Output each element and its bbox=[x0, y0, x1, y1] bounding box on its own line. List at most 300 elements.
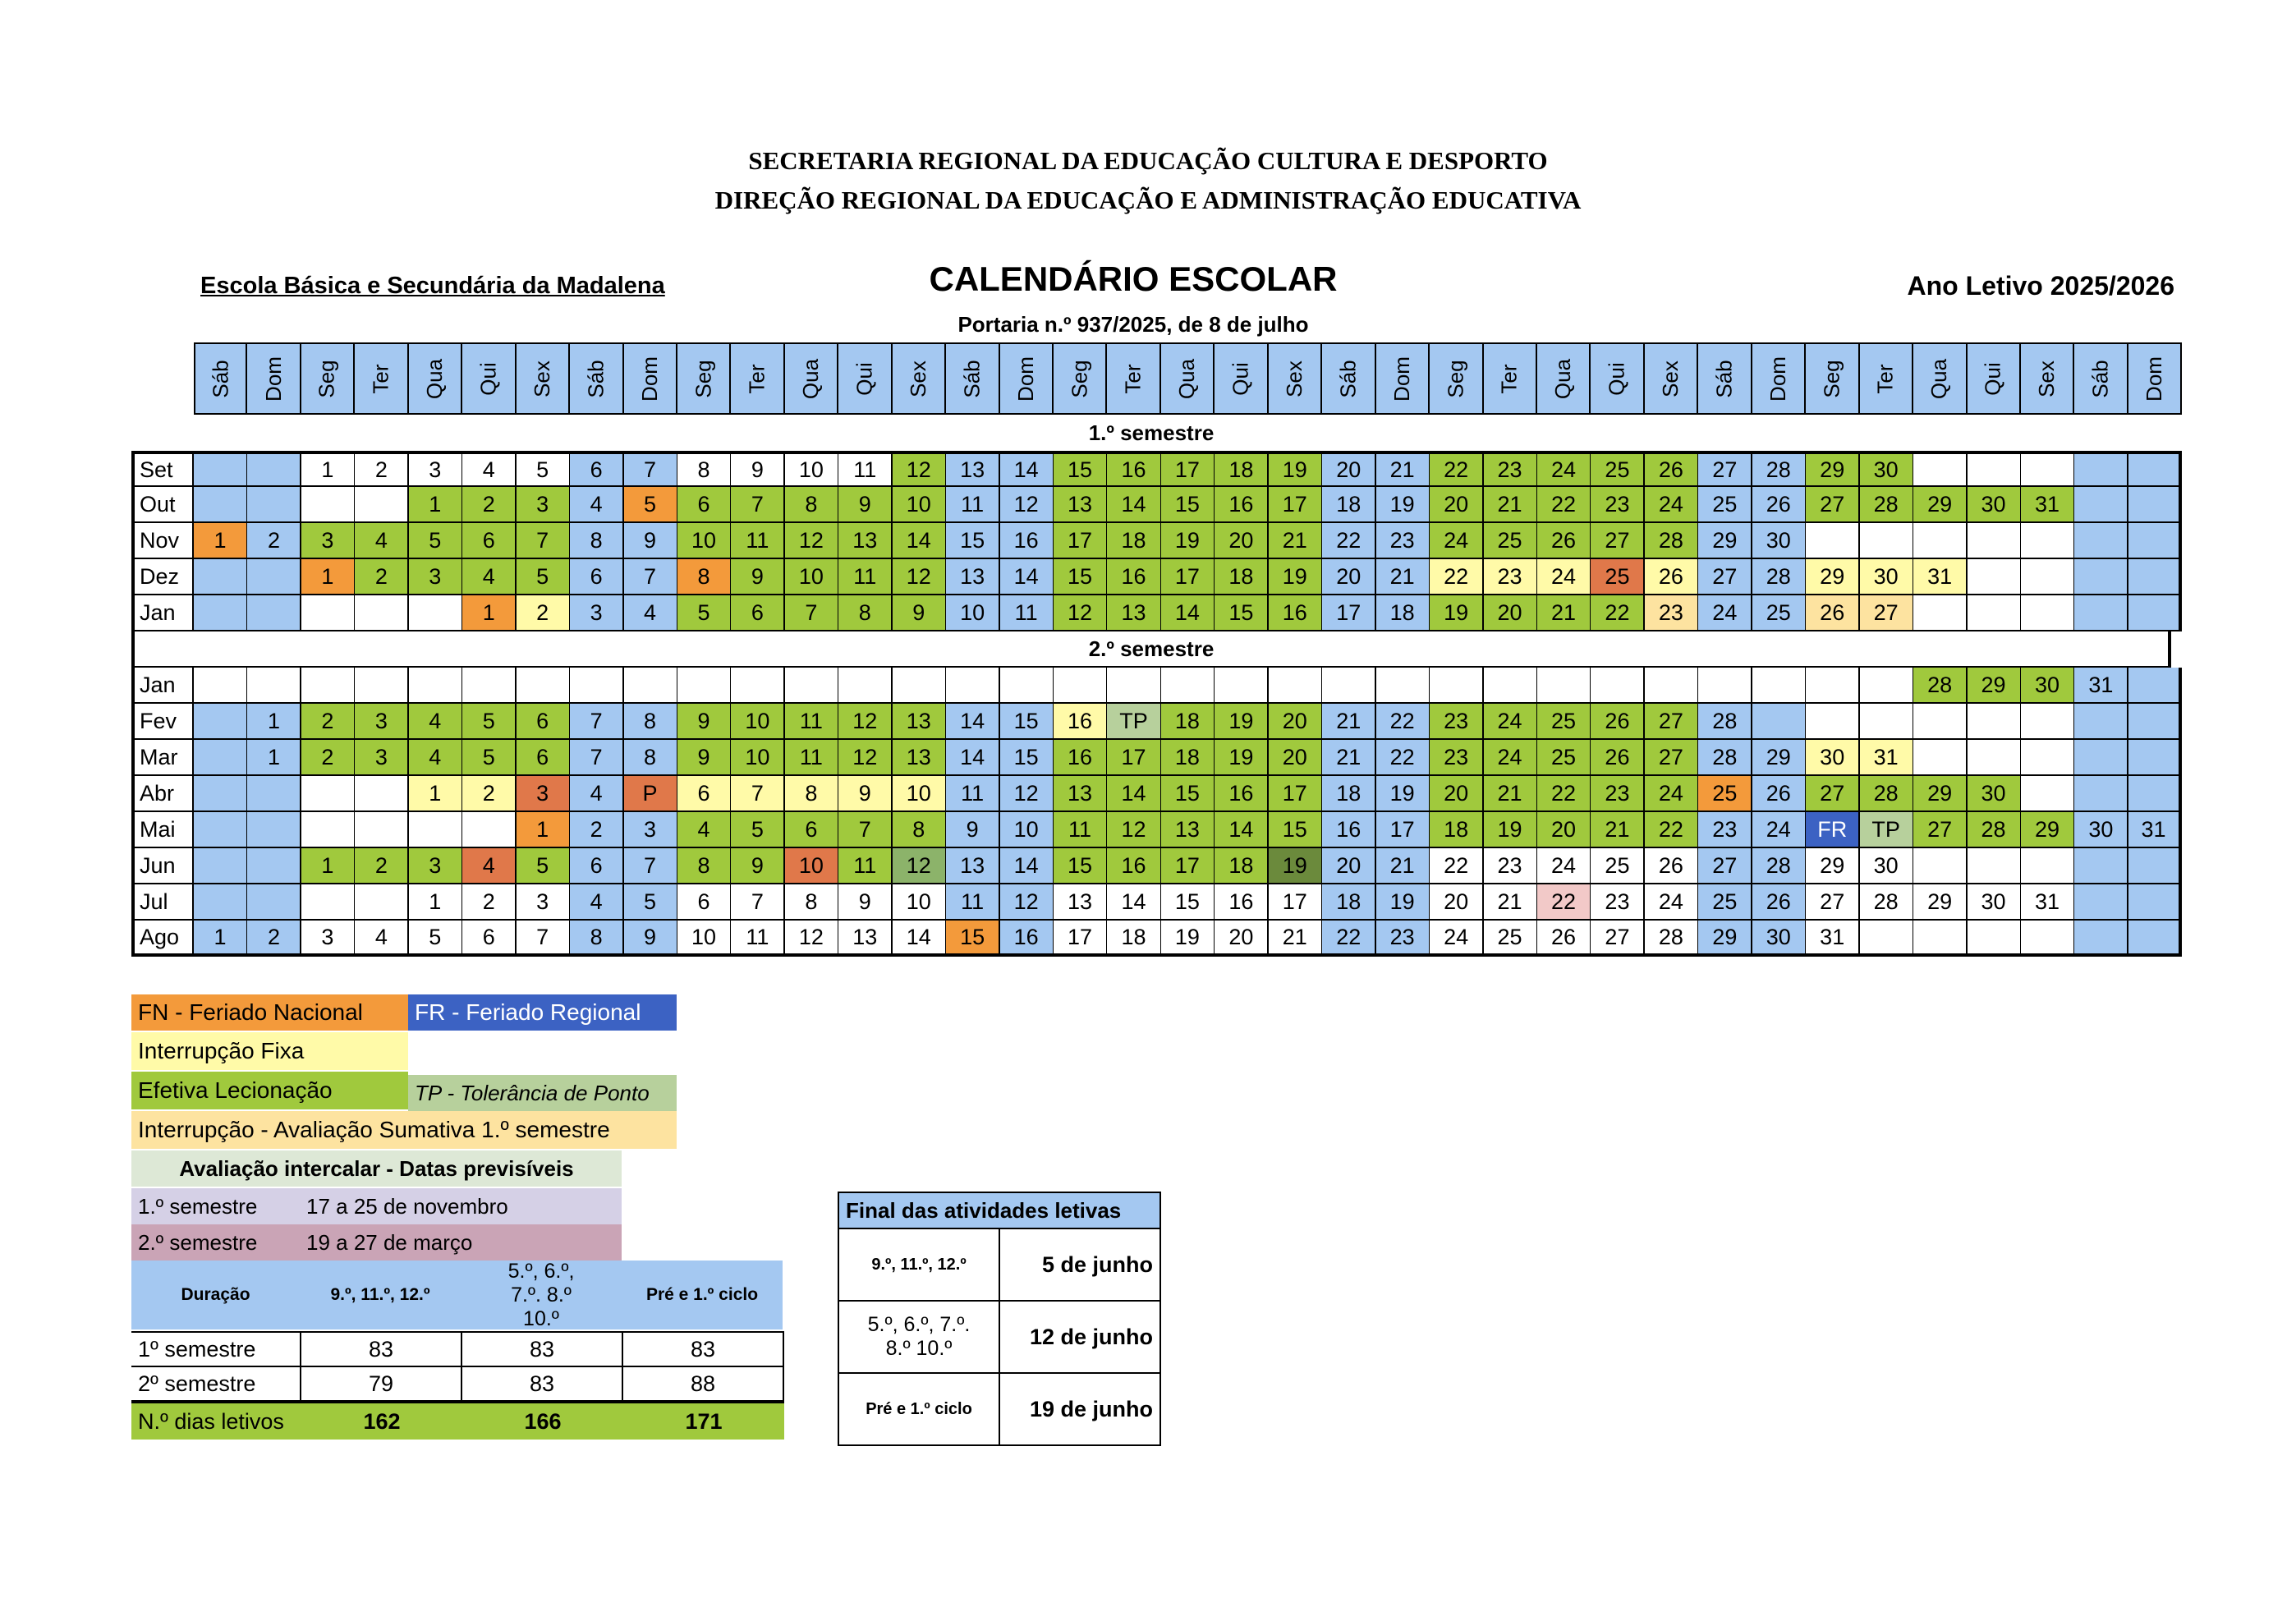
day-cell bbox=[247, 595, 301, 631]
day-cell bbox=[2074, 921, 2128, 957]
weekday-label: Sex bbox=[2034, 360, 2060, 397]
semester-header-row bbox=[131, 415, 2171, 451]
weekday-label: Ter bbox=[744, 363, 769, 394]
day-cell bbox=[2074, 523, 2128, 559]
day-cell: 30 bbox=[1752, 523, 1807, 559]
day-cell: 28 bbox=[1645, 523, 1699, 559]
day-cell: 29 bbox=[1806, 559, 1860, 595]
weekday-header bbox=[1591, 342, 1644, 415]
day-cell: 7 bbox=[624, 559, 678, 595]
day-cell: 20 bbox=[1430, 884, 1484, 921]
day-cell: 14 bbox=[1107, 884, 1161, 921]
day-cell bbox=[1860, 668, 1914, 704]
day-cell bbox=[1161, 668, 1215, 704]
day-cell: 4 bbox=[570, 884, 624, 921]
day-cell: 12 bbox=[838, 704, 893, 740]
day-cell: 18 bbox=[1107, 921, 1161, 957]
day-cell: 19 bbox=[1376, 776, 1430, 812]
day-cell: 19 bbox=[1430, 595, 1484, 631]
day-cell bbox=[301, 884, 356, 921]
day-cell: 17 bbox=[1054, 921, 1108, 957]
legend-interrupcao-fixa: Interrupção Fixa bbox=[131, 1032, 408, 1070]
day-cell: 17 bbox=[1107, 740, 1161, 776]
day-cell: 21 bbox=[1537, 595, 1591, 631]
day-cell: 24 bbox=[1698, 595, 1752, 631]
day-cell bbox=[247, 487, 301, 523]
day-cell bbox=[2128, 848, 2182, 884]
day-cell: 22 bbox=[1537, 487, 1591, 523]
day-cell: 27 bbox=[1806, 487, 1860, 523]
weekday-header bbox=[1968, 342, 2021, 415]
day-cell bbox=[355, 487, 409, 523]
intercalar-s1-dates: 17 a 25 de novembro bbox=[306, 1193, 508, 1219]
day-cell bbox=[2074, 595, 2128, 631]
day-cell: 25 bbox=[1591, 848, 1645, 884]
day-cell: 4 bbox=[570, 487, 624, 523]
day-cell: 6 bbox=[570, 848, 624, 884]
day-cell: 7 bbox=[570, 740, 624, 776]
day-cell: 17 bbox=[1161, 451, 1215, 487]
day-cell: 16 bbox=[1107, 451, 1161, 487]
day-cell bbox=[1968, 921, 2022, 957]
day-cell bbox=[409, 812, 463, 848]
month-row bbox=[131, 848, 2171, 884]
day-cell: 5 bbox=[409, 523, 463, 559]
weekday-label: Sáb bbox=[1335, 359, 1361, 398]
day-cell: 2 bbox=[301, 740, 356, 776]
day-cell: 5 bbox=[462, 704, 517, 740]
day-cell bbox=[2074, 776, 2128, 812]
day-cell bbox=[1968, 523, 2022, 559]
weekday-label: Dom bbox=[1389, 356, 1414, 402]
day-cell: 7 bbox=[785, 595, 839, 631]
day-cell: 15 bbox=[1269, 812, 1323, 848]
day-cell bbox=[2021, 595, 2075, 631]
legend-intercalar-title: Avaliação intercalar - Datas previsíveis bbox=[131, 1150, 622, 1187]
day-cell bbox=[1913, 704, 1968, 740]
day-cell: 12 bbox=[1000, 487, 1054, 523]
weekday-label: Qui bbox=[1228, 361, 1253, 396]
weekday-label: Qua bbox=[1550, 358, 1576, 399]
day-cell: 12 bbox=[893, 451, 947, 487]
day-cell: 19 bbox=[1161, 921, 1215, 957]
day-cell: 30 bbox=[1968, 776, 2022, 812]
day-cell: 13 bbox=[1107, 595, 1161, 631]
day-cell bbox=[1860, 523, 1914, 559]
day-cell: 18 bbox=[1161, 740, 1215, 776]
day-cell: 7 bbox=[731, 487, 785, 523]
day-cell: 4 bbox=[462, 559, 517, 595]
day-cell: 20 bbox=[1430, 487, 1484, 523]
day-cell: 1 bbox=[301, 451, 356, 487]
day-cell: 3 bbox=[301, 523, 356, 559]
day-cell bbox=[2074, 884, 2128, 921]
day-cell bbox=[301, 668, 356, 704]
day-cell: 21 bbox=[1484, 776, 1538, 812]
day-cell: 30 bbox=[1860, 559, 1914, 595]
duracao-total-c1: 162 bbox=[301, 1403, 462, 1440]
day-cell bbox=[1054, 668, 1108, 704]
day-cell: 10 bbox=[785, 451, 839, 487]
day-cell: TP bbox=[1107, 704, 1161, 740]
day-cell: 1 bbox=[409, 776, 463, 812]
day-cell: 26 bbox=[1537, 921, 1591, 957]
day-cell: 16 bbox=[1215, 884, 1269, 921]
weekday-label: Sex bbox=[905, 360, 930, 397]
day-cell: 23 bbox=[1645, 595, 1699, 631]
school-year: Ano Letivo 2025/2026 bbox=[1907, 271, 2174, 301]
day-cell bbox=[355, 812, 409, 848]
day-cell: 30 bbox=[1968, 487, 2022, 523]
day-cell: 23 bbox=[1376, 523, 1430, 559]
day-cell: 11 bbox=[838, 559, 893, 595]
day-cell: 3 bbox=[355, 740, 409, 776]
day-cell bbox=[1913, 921, 1968, 957]
day-cell bbox=[1269, 668, 1323, 704]
final-row2-level: 5.º, 6.º, 7.º. 8.º 10.º bbox=[838, 1302, 1000, 1374]
day-cell: 3 bbox=[409, 451, 463, 487]
legend-feriado-nacional: FN - Feriado Nacional bbox=[131, 994, 408, 1031]
day-cell: 26 bbox=[1752, 487, 1807, 523]
day-cell: 25 bbox=[1591, 451, 1645, 487]
header-line-2: DIREÇÃO REGIONAL DA EDUCAÇÃO E ADMINISTRAÇÃO EDUCATIVA bbox=[714, 186, 1582, 214]
day-cell bbox=[194, 740, 248, 776]
day-cell: 17 bbox=[1161, 848, 1215, 884]
day-cell: 2 bbox=[355, 451, 409, 487]
day-cell bbox=[194, 884, 248, 921]
day-cell: 8 bbox=[677, 559, 732, 595]
weekday-header bbox=[1698, 342, 1752, 415]
day-cell: 25 bbox=[1484, 523, 1538, 559]
day-cell: 24 bbox=[1752, 812, 1807, 848]
legend-efetiva-lecionacao: Efetiva Lecionação bbox=[131, 1072, 408, 1109]
day-cell: 10 bbox=[1000, 812, 1054, 848]
day-cell: 4 bbox=[677, 812, 732, 848]
legend-feriado-regional: FR - Feriado Regional bbox=[408, 994, 677, 1031]
day-cell: 24 bbox=[1645, 884, 1699, 921]
weekday-label: Dom bbox=[260, 356, 286, 402]
month-row bbox=[131, 668, 2171, 704]
day-cell: 22 bbox=[1322, 523, 1376, 559]
weekday-label: Dom bbox=[2142, 356, 2167, 402]
duracao-total-c2: 166 bbox=[462, 1403, 623, 1440]
day-cell: 8 bbox=[677, 848, 732, 884]
day-cell: 11 bbox=[731, 921, 785, 957]
day-cell: 27 bbox=[1913, 812, 1968, 848]
day-cell: 9 bbox=[838, 884, 893, 921]
day-cell: 19 bbox=[1269, 451, 1323, 487]
day-cell: 24 bbox=[1430, 523, 1484, 559]
day-cell: 19 bbox=[1269, 848, 1323, 884]
day-cell bbox=[247, 451, 301, 487]
day-cell: 28 bbox=[1752, 559, 1807, 595]
day-cell: 1 bbox=[247, 740, 301, 776]
day-cell: 15 bbox=[1161, 884, 1215, 921]
day-cell: 18 bbox=[1107, 523, 1161, 559]
day-cell: 26 bbox=[1645, 848, 1699, 884]
day-cell: 17 bbox=[1054, 523, 1108, 559]
day-cell: 13 bbox=[838, 921, 893, 957]
weekday-label: Qui bbox=[1980, 361, 2005, 396]
day-cell: FR bbox=[1806, 812, 1860, 848]
day-cell: 3 bbox=[355, 704, 409, 740]
day-cell: 8 bbox=[838, 595, 893, 631]
day-cell: 24 bbox=[1537, 559, 1591, 595]
day-cell: 15 bbox=[1000, 740, 1054, 776]
day-cell: 15 bbox=[1161, 776, 1215, 812]
day-cell: 10 bbox=[677, 523, 732, 559]
day-cell: 28 bbox=[1645, 921, 1699, 957]
day-cell: 9 bbox=[946, 812, 1000, 848]
weekday-header bbox=[409, 342, 462, 415]
day-cell bbox=[2021, 559, 2075, 595]
day-cell: 11 bbox=[1054, 812, 1108, 848]
day-cell: 29 bbox=[1752, 740, 1807, 776]
day-cell: 9 bbox=[731, 848, 785, 884]
day-cell: 30 bbox=[1806, 740, 1860, 776]
weekday-label: Ter bbox=[368, 363, 393, 394]
day-cell: 16 bbox=[1322, 812, 1376, 848]
day-cell: 13 bbox=[1054, 884, 1108, 921]
day-cell: 28 bbox=[1698, 740, 1752, 776]
day-cell: 12 bbox=[1107, 812, 1161, 848]
day-cell bbox=[570, 668, 624, 704]
day-cell: 13 bbox=[838, 523, 893, 559]
legend-intercalar-s1 bbox=[131, 1188, 622, 1224]
day-cell bbox=[247, 884, 301, 921]
day-cell: 31 bbox=[1860, 740, 1914, 776]
day-cell bbox=[677, 668, 732, 704]
day-cell: 18 bbox=[1322, 776, 1376, 812]
day-cell: 18 bbox=[1322, 487, 1376, 523]
day-cell: 1 bbox=[194, 921, 248, 957]
month-label: Mai bbox=[131, 812, 194, 848]
month-row bbox=[131, 523, 2171, 559]
duracao-header-3: Pré e 1.º ciclo bbox=[622, 1261, 783, 1329]
day-cell: 28 bbox=[1698, 704, 1752, 740]
day-cell: 15 bbox=[946, 921, 1000, 957]
day-cell: 2 bbox=[247, 523, 301, 559]
final-row2-date: 12 de junho bbox=[1000, 1302, 1161, 1374]
day-cell: 21 bbox=[1376, 451, 1430, 487]
day-cell: 29 bbox=[1698, 523, 1752, 559]
day-cell: 1 bbox=[301, 848, 356, 884]
day-cell: 3 bbox=[517, 776, 571, 812]
weekday-label: Qua bbox=[798, 358, 824, 399]
day-cell: 9 bbox=[731, 451, 785, 487]
header-line-1: SECRETARIA REGIONAL DA EDUCAÇÃO CULTURA E DESPORTO bbox=[748, 146, 1548, 175]
day-cell bbox=[517, 668, 571, 704]
weekday-label: Sáb bbox=[2087, 359, 2113, 398]
weekday-header bbox=[570, 342, 623, 415]
weekday-header bbox=[1913, 342, 1967, 415]
day-cell: 27 bbox=[1806, 884, 1860, 921]
day-cell bbox=[1698, 668, 1752, 704]
day-cell: P bbox=[624, 776, 678, 812]
day-cell: 8 bbox=[570, 523, 624, 559]
day-cell: 12 bbox=[1054, 595, 1108, 631]
weekday-label: Seg bbox=[1819, 359, 1844, 398]
day-cell bbox=[2128, 559, 2182, 595]
day-cell bbox=[1537, 668, 1591, 704]
day-cell bbox=[194, 848, 248, 884]
day-cell: 2 bbox=[355, 848, 409, 884]
duracao-row2-c1: 79 bbox=[301, 1367, 462, 1403]
day-cell: 5 bbox=[462, 740, 517, 776]
day-cell: 16 bbox=[1054, 704, 1108, 740]
weekday-header bbox=[1806, 342, 1859, 415]
day-cell: 8 bbox=[785, 487, 839, 523]
day-cell: 12 bbox=[785, 523, 839, 559]
day-cell: 5 bbox=[624, 487, 678, 523]
day-cell: 10 bbox=[785, 559, 839, 595]
day-cell: 22 bbox=[1376, 704, 1430, 740]
weekday-header bbox=[1484, 342, 1537, 415]
day-cell: 10 bbox=[893, 487, 947, 523]
day-cell bbox=[462, 668, 517, 704]
day-cell: 1 bbox=[301, 559, 356, 595]
day-cell bbox=[247, 812, 301, 848]
day-cell bbox=[355, 884, 409, 921]
weekday-header bbox=[1161, 342, 1215, 415]
month-row bbox=[131, 884, 2171, 921]
weekday-header bbox=[355, 342, 408, 415]
weekday-header bbox=[517, 342, 570, 415]
month-row bbox=[131, 776, 2171, 812]
day-cell bbox=[2021, 704, 2075, 740]
day-cell: 5 bbox=[731, 812, 785, 848]
day-cell: 30 bbox=[2021, 668, 2075, 704]
day-cell: 7 bbox=[624, 848, 678, 884]
day-cell bbox=[2128, 740, 2182, 776]
day-cell: 23 bbox=[1484, 848, 1538, 884]
weekday-header bbox=[2074, 342, 2128, 415]
day-cell: 5 bbox=[517, 848, 571, 884]
weekday-label: Ter bbox=[1872, 363, 1898, 394]
day-cell: 26 bbox=[1645, 559, 1699, 595]
weekday-header bbox=[677, 342, 731, 415]
day-cell bbox=[1968, 559, 2022, 595]
day-cell bbox=[2074, 740, 2128, 776]
day-cell: 24 bbox=[1484, 740, 1538, 776]
month-label: Abr bbox=[131, 776, 194, 812]
weekday-header bbox=[301, 342, 355, 415]
day-cell: 18 bbox=[1322, 884, 1376, 921]
day-cell: 3 bbox=[409, 559, 463, 595]
day-cell: 4 bbox=[570, 776, 624, 812]
day-cell bbox=[194, 487, 248, 523]
day-cell: 17 bbox=[1269, 487, 1323, 523]
day-cell: 14 bbox=[1000, 848, 1054, 884]
day-cell bbox=[1484, 668, 1538, 704]
day-cell: 31 bbox=[2021, 884, 2075, 921]
day-cell bbox=[1968, 704, 2022, 740]
legend-interrupcao-sumativa: Interrupção - Avaliação Sumativa 1.º semestre bbox=[131, 1111, 677, 1149]
day-cell: 16 bbox=[1107, 559, 1161, 595]
day-cell: 1 bbox=[462, 595, 517, 631]
weekday-header bbox=[2021, 342, 2074, 415]
day-cell: 13 bbox=[893, 704, 947, 740]
day-cell: 6 bbox=[570, 559, 624, 595]
day-cell: 6 bbox=[731, 595, 785, 631]
day-cell bbox=[2074, 559, 2128, 595]
day-cell: 23 bbox=[1591, 487, 1645, 523]
day-cell: 28 bbox=[1860, 776, 1914, 812]
duracao-row1-label: 1º semestre bbox=[131, 1331, 301, 1367]
day-cell: 12 bbox=[838, 740, 893, 776]
weekday-header bbox=[624, 342, 677, 415]
day-cell: 8 bbox=[570, 921, 624, 957]
weekday-header bbox=[785, 342, 838, 415]
weekday-header bbox=[1430, 342, 1483, 415]
duracao-header-1: 9.º, 11.º, 12.º bbox=[300, 1261, 461, 1329]
day-cell: 21 bbox=[1269, 523, 1323, 559]
day-cell: 11 bbox=[946, 884, 1000, 921]
weekday-header bbox=[1215, 342, 1268, 415]
day-cell bbox=[1913, 451, 1968, 487]
day-cell bbox=[194, 704, 248, 740]
day-cell: 15 bbox=[1054, 559, 1108, 595]
day-cell: 20 bbox=[1430, 776, 1484, 812]
month-row bbox=[131, 812, 2171, 848]
day-cell: 15 bbox=[1161, 487, 1215, 523]
day-cell: 16 bbox=[1000, 921, 1054, 957]
day-cell bbox=[301, 776, 356, 812]
day-cell: 30 bbox=[1860, 451, 1914, 487]
day-cell bbox=[2021, 848, 2075, 884]
calendar-grid bbox=[131, 342, 2171, 957]
weekday-label: Qui bbox=[475, 361, 501, 396]
day-cell: 31 bbox=[1806, 921, 1860, 957]
day-cell bbox=[2128, 921, 2182, 957]
day-cell: 24 bbox=[1537, 848, 1591, 884]
day-cell: 7 bbox=[838, 812, 893, 848]
day-cell: 18 bbox=[1215, 451, 1269, 487]
weekday-header bbox=[1000, 342, 1054, 415]
day-cell: 11 bbox=[785, 704, 839, 740]
day-cell: 10 bbox=[731, 740, 785, 776]
day-cell: 14 bbox=[1215, 812, 1269, 848]
day-cell: 28 bbox=[1752, 451, 1807, 487]
day-cell bbox=[1322, 668, 1376, 704]
day-cell bbox=[1913, 740, 1968, 776]
day-cell: 7 bbox=[570, 704, 624, 740]
day-cell: 13 bbox=[946, 848, 1000, 884]
day-cell: 18 bbox=[1161, 704, 1215, 740]
day-cell: 28 bbox=[1968, 812, 2022, 848]
duracao-row1-c1: 83 bbox=[301, 1331, 462, 1367]
day-cell: 24 bbox=[1430, 921, 1484, 957]
day-cell: 23 bbox=[1376, 921, 1430, 957]
day-cell: 9 bbox=[838, 776, 893, 812]
day-cell: 22 bbox=[1591, 595, 1645, 631]
day-cell: 27 bbox=[1698, 451, 1752, 487]
final-title: Final das atividades letivas bbox=[838, 1192, 1161, 1229]
day-cell bbox=[194, 812, 248, 848]
day-cell: 13 bbox=[893, 740, 947, 776]
day-cell: 30 bbox=[1752, 921, 1807, 957]
day-cell bbox=[355, 595, 409, 631]
weekday-header bbox=[838, 342, 892, 415]
day-cell bbox=[838, 668, 893, 704]
day-cell: 13 bbox=[1054, 487, 1108, 523]
weekday-label: Sex bbox=[529, 360, 554, 397]
day-cell bbox=[2074, 704, 2128, 740]
duracao-header-0: Duração bbox=[131, 1261, 300, 1329]
final-row1-level: 9.º, 11.º, 12.º bbox=[838, 1229, 1000, 1302]
day-cell: 12 bbox=[1000, 776, 1054, 812]
day-cell: 16 bbox=[1215, 776, 1269, 812]
